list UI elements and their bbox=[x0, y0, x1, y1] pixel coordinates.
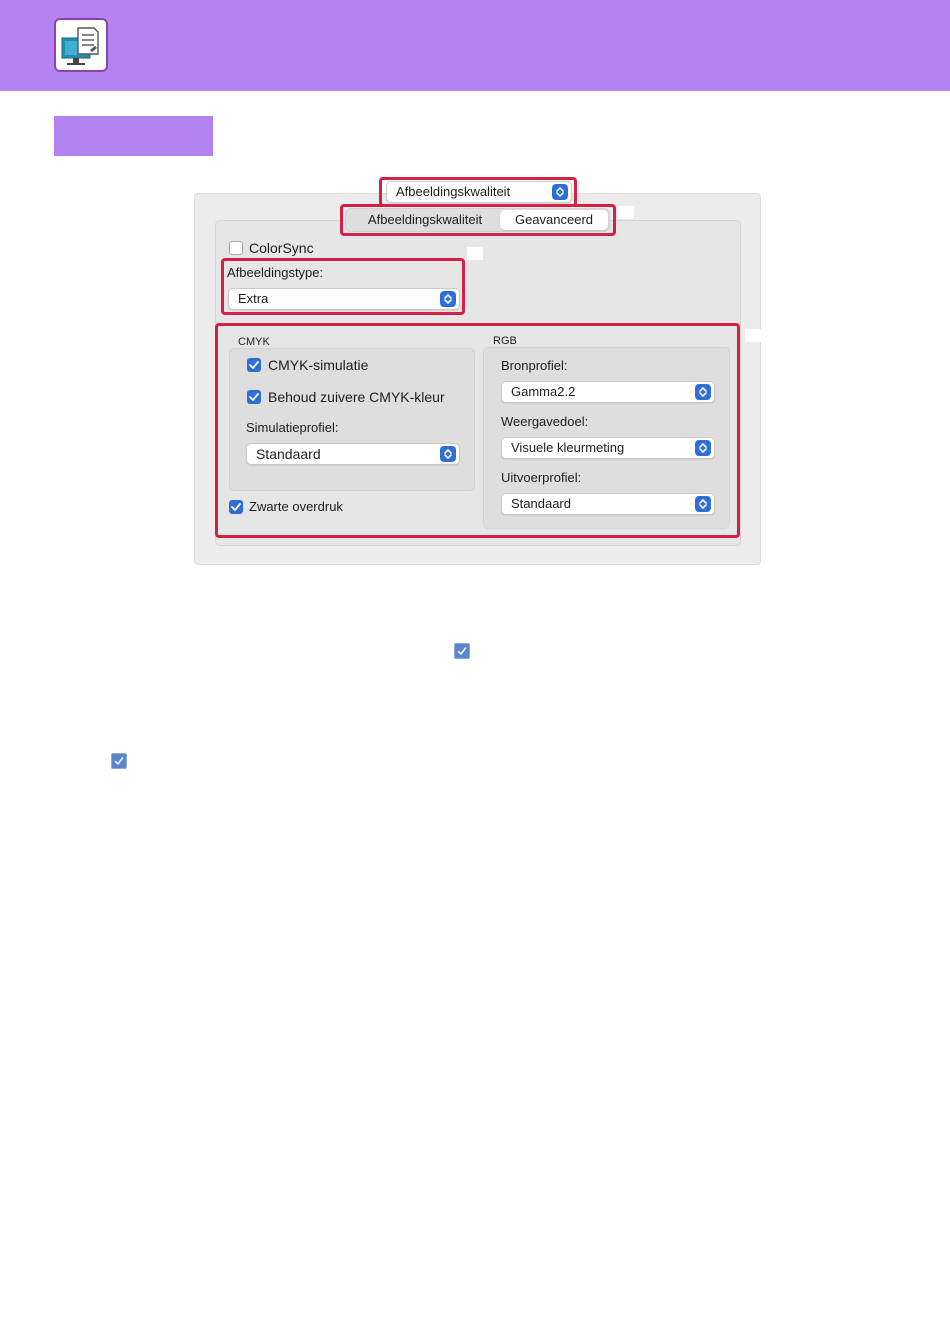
pure-cmyk-label: Behoud zuivere CMYK-kleur bbox=[268, 389, 445, 405]
tab-label: Afbeeldingskwaliteit bbox=[367, 212, 483, 227]
output-profile-label: Uitvoerprofiel: bbox=[501, 470, 582, 485]
colorsync-checkbox[interactable] bbox=[229, 241, 243, 255]
callout-panel-select bbox=[379, 177, 577, 207]
tab-label: Geavanceerd bbox=[514, 212, 594, 227]
callout-tabs bbox=[340, 204, 616, 236]
rendering-intent-label: Weergavedoel: bbox=[501, 414, 589, 429]
simulation-profile-label: Simulatieprofiel: bbox=[246, 420, 339, 435]
checkbox-checked-icon bbox=[454, 643, 470, 659]
source-profile-value: Gamma2.2 bbox=[511, 384, 576, 399]
simulation-profile-value: Standaard bbox=[256, 446, 321, 462]
printer-driver-badge bbox=[54, 18, 108, 72]
rgb-group-title: RGB bbox=[493, 335, 517, 347]
header-band bbox=[0, 0, 950, 91]
printer-driver-icon bbox=[60, 24, 102, 68]
section-label-block bbox=[54, 116, 213, 156]
callout-number-tag bbox=[745, 329, 761, 342]
callout-image-type bbox=[221, 258, 465, 315]
checkbox-checked-icon bbox=[111, 753, 127, 769]
source-profile-label: Bronprofiel: bbox=[501, 358, 568, 373]
callout-color-settings bbox=[215, 323, 740, 538]
panel-select-value: Afbeeldingskwaliteit bbox=[396, 184, 511, 199]
callout-number-tag bbox=[467, 247, 483, 260]
colorsync-label: ColorSync bbox=[249, 240, 314, 256]
cmyk-group-title: CMYK bbox=[238, 336, 270, 348]
output-profile-value: Standaard bbox=[511, 496, 571, 511]
image-type-value: Extra bbox=[238, 291, 269, 306]
callout-number-tag bbox=[618, 206, 634, 219]
image-type-label: Afbeeldingstype: bbox=[227, 265, 324, 280]
cmyk-simulation-label: CMYK-simulatie bbox=[268, 357, 369, 373]
black-overprint-label: Zwarte overdruk bbox=[249, 499, 343, 514]
rendering-intent-value: Visuele kleurmeting bbox=[511, 440, 625, 455]
